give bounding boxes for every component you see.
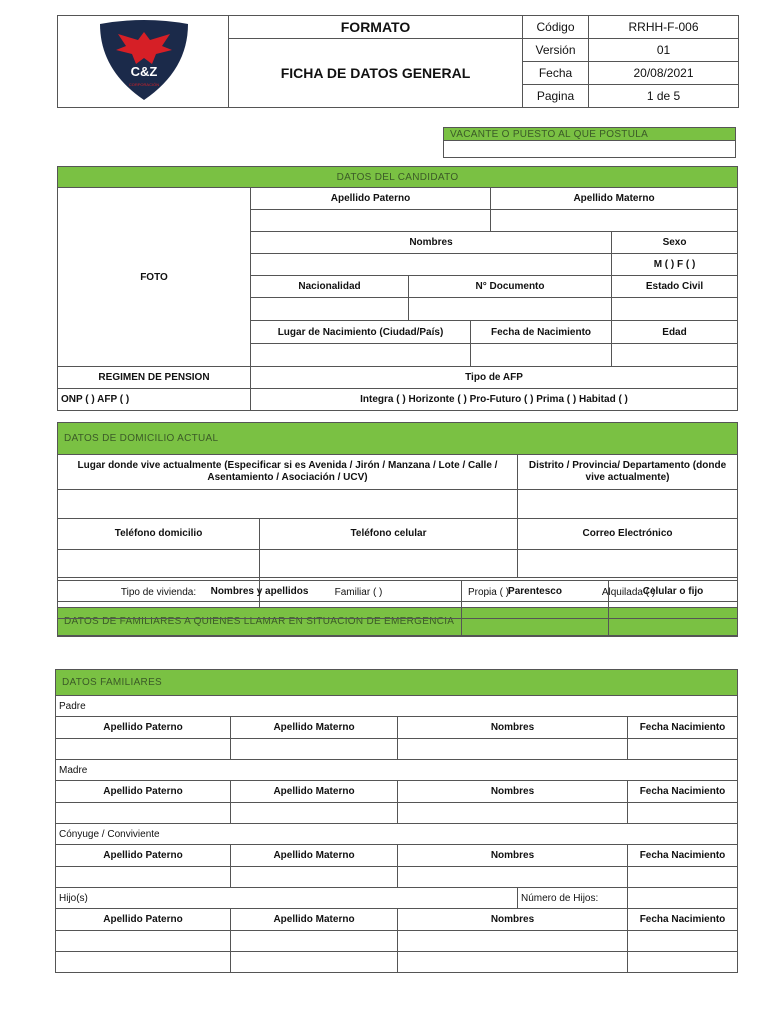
conyuge-field[interactable] (56, 867, 231, 888)
madre-nombres-label: Nombres (398, 781, 628, 803)
madre-fecha-label: Fecha Nacimiento (628, 781, 738, 803)
numero-hijos-label: Número de Hijos: (518, 888, 628, 909)
conyuge-field[interactable] (398, 867, 628, 888)
conyuge-field[interactable] (628, 867, 738, 888)
alquilada-option[interactable]: Alquilada ( ) (601, 586, 656, 598)
conyuge-apellido-paterno-label: Apellido Paterno (56, 845, 231, 867)
hijos-label: Hijo(s) (56, 888, 518, 909)
madre-field[interactable] (56, 803, 231, 824)
madre-apellido-paterno-label: Apellido Paterno (56, 781, 231, 803)
emergencia-celular-label: Celular o fijo (609, 581, 738, 602)
sexo-options[interactable]: M ( ) F ( ) (612, 254, 738, 276)
candidato-title: DATOS DEL CANDIDATO (58, 167, 738, 188)
documento-field[interactable] (409, 298, 612, 321)
codigo-label: Código (523, 16, 589, 39)
hijos-field[interactable] (628, 931, 738, 952)
vacante-field[interactable] (444, 141, 736, 158)
distrito-label: Distrito / Provincia/ Departamento (donde vive actualmente) (518, 455, 738, 490)
familiar-option[interactable]: Familiar ( ) (334, 586, 383, 598)
regimen-options[interactable]: ONP ( ) AFP ( ) (58, 389, 251, 411)
logo-text: C&Z (130, 64, 158, 79)
afp-options[interactable]: Integra ( ) Horizonte ( ) Pro-Futuro ( ) Prima ( ) Habitad ( ) (251, 389, 738, 411)
nacionalidad-field[interactable] (251, 298, 409, 321)
hijos-apellido-paterno-label: Apellido Paterno (56, 909, 231, 931)
emergencia-row-field[interactable] (58, 602, 462, 619)
padre-field[interactable] (628, 739, 738, 760)
tel-domicilio-label: Teléfono domicilio (58, 518, 260, 549)
hijos-field[interactable] (56, 952, 231, 973)
estado-civil-field[interactable] (612, 298, 738, 321)
edad-label: Edad (612, 321, 738, 344)
document-header (57, 15, 739, 108)
documento-label: N° Documento (409, 276, 612, 298)
emergencia-row-field[interactable] (462, 602, 609, 619)
lugar-nacimiento-label: Lugar de Nacimiento (Ciudad/País) (251, 321, 471, 344)
version-label: Versión (523, 39, 589, 62)
doc-type: FORMATO (229, 16, 523, 39)
hijos-field[interactable] (628, 952, 738, 973)
tel-celular-label: Teléfono celular (260, 518, 518, 549)
padre-field[interactable] (398, 739, 628, 760)
tel-celular-field[interactable] (260, 549, 518, 577)
conyuge-fecha-label: Fecha Nacimiento (628, 845, 738, 867)
padre-apellido-paterno-label: Apellido Paterno (56, 717, 231, 739)
foto-box: FOTO (58, 188, 251, 367)
padre-field[interactable] (56, 739, 231, 760)
sexo-label: Sexo (612, 232, 738, 254)
madre-field[interactable] (231, 803, 398, 824)
padre-label: Padre (56, 696, 738, 717)
emergencia-parentesco-label: Parentesco (462, 581, 609, 602)
lugar-vive-label: Lugar donde vive actualmente (Especificar si es Avenida / Jirón / Manzana / Lote / Calle / Asentamiento / Asociación / UCV) (58, 455, 518, 490)
emergencia-row-field[interactable] (609, 602, 738, 619)
hijos-apellido-materno-label: Apellido Materno (231, 909, 398, 931)
lugar-nacimiento-field[interactable] (251, 344, 471, 367)
fecha-value: 20/08/2021 (589, 62, 739, 85)
doc-title: FICHA DE DATOS GENERAL (229, 39, 523, 108)
padre-apellido-materno-label: Apellido Materno (231, 717, 398, 739)
familiares-title: DATOS FAMILIARES (56, 670, 738, 696)
tel-domicilio-field[interactable] (58, 549, 260, 577)
nacionalidad-label: Nacionalidad (251, 276, 409, 298)
pagina-label: Pagina (523, 85, 589, 108)
hijos-field[interactable] (398, 952, 628, 973)
emergencia-row-field[interactable] (58, 619, 462, 637)
hijos-fecha-label: Fecha Nacimiento (628, 909, 738, 931)
padre-fecha-label: Fecha Nacimiento (628, 717, 738, 739)
tipo-vivienda-label: Tipo de vivienda: (58, 577, 260, 607)
fecha-label: Fecha (523, 62, 589, 85)
nombres-label: Nombres (251, 232, 612, 254)
hijos-field[interactable] (398, 931, 628, 952)
fecha-nacimiento-label: Fecha de Nacimiento (471, 321, 612, 344)
madre-label: Madre (56, 760, 738, 781)
logo-subtext: CORPORACIÓN (128, 82, 160, 87)
apellido-paterno-field[interactable] (251, 210, 491, 232)
numero-hijos-field[interactable] (628, 888, 738, 909)
conyuge-label: Cónyuge / Conviviente (56, 824, 738, 845)
madre-apellido-materno-label: Apellido Materno (231, 781, 398, 803)
emergencia-nombres-label: Nombres y apellidos (58, 581, 462, 602)
distrito-field[interactable] (518, 490, 738, 518)
pagina-value: 1 de 5 (589, 85, 739, 108)
vacante-title: VACANTE O PUESTO AL QUE POSTULA (444, 128, 736, 141)
candidato-section (57, 166, 738, 411)
padre-field[interactable] (231, 739, 398, 760)
padre-nombres-label: Nombres (398, 717, 628, 739)
apellido-materno-label: Apellido Materno (491, 188, 738, 210)
apellido-materno-field[interactable] (491, 210, 738, 232)
correo-field[interactable] (518, 549, 738, 577)
emergencia-row-field[interactable] (462, 619, 609, 637)
madre-field[interactable] (398, 803, 628, 824)
madre-field[interactable] (628, 803, 738, 824)
hijos-field[interactable] (231, 952, 398, 973)
conyuge-field[interactable] (231, 867, 398, 888)
apellido-paterno-label: Apellido Paterno (251, 188, 491, 210)
regimen-label: REGIMEN DE PENSION (58, 367, 251, 389)
logo-cell (58, 16, 229, 108)
hijos-field[interactable] (56, 931, 231, 952)
estado-civil-label: Estado Civil (612, 276, 738, 298)
correo-label: Correo Electrónico (518, 518, 738, 549)
familiares-section (55, 669, 738, 973)
codigo-value: RRHH-F-006 (589, 16, 739, 39)
propia-option[interactable]: Propia ( ) (467, 586, 510, 598)
conyuge-apellido-materno-label: Apellido Materno (231, 845, 398, 867)
tipo-afp-label: Tipo de AFP (251, 367, 738, 389)
version-value: 01 (589, 39, 739, 62)
conyuge-nombres-label: Nombres (398, 845, 628, 867)
emergencia-title: DATOS DE FAMILIARES A QUIENES LLAMAR EN SITUACION DE EMERGENCIA (58, 607, 738, 635)
edad-field[interactable] (612, 344, 738, 367)
hijos-nombres-label: Nombres (398, 909, 628, 931)
lugar-vive-field[interactable] (58, 490, 518, 518)
emergencia-row-field[interactable] (609, 619, 738, 637)
nombres-field[interactable] (251, 254, 612, 276)
domicilio-title: DATOS DE DOMICILIO ACTUAL (58, 423, 738, 455)
vacante-section (443, 127, 736, 158)
emergencia-table (57, 580, 738, 637)
hijos-field[interactable] (231, 931, 398, 952)
fecha-nacimiento-field[interactable] (471, 344, 612, 367)
